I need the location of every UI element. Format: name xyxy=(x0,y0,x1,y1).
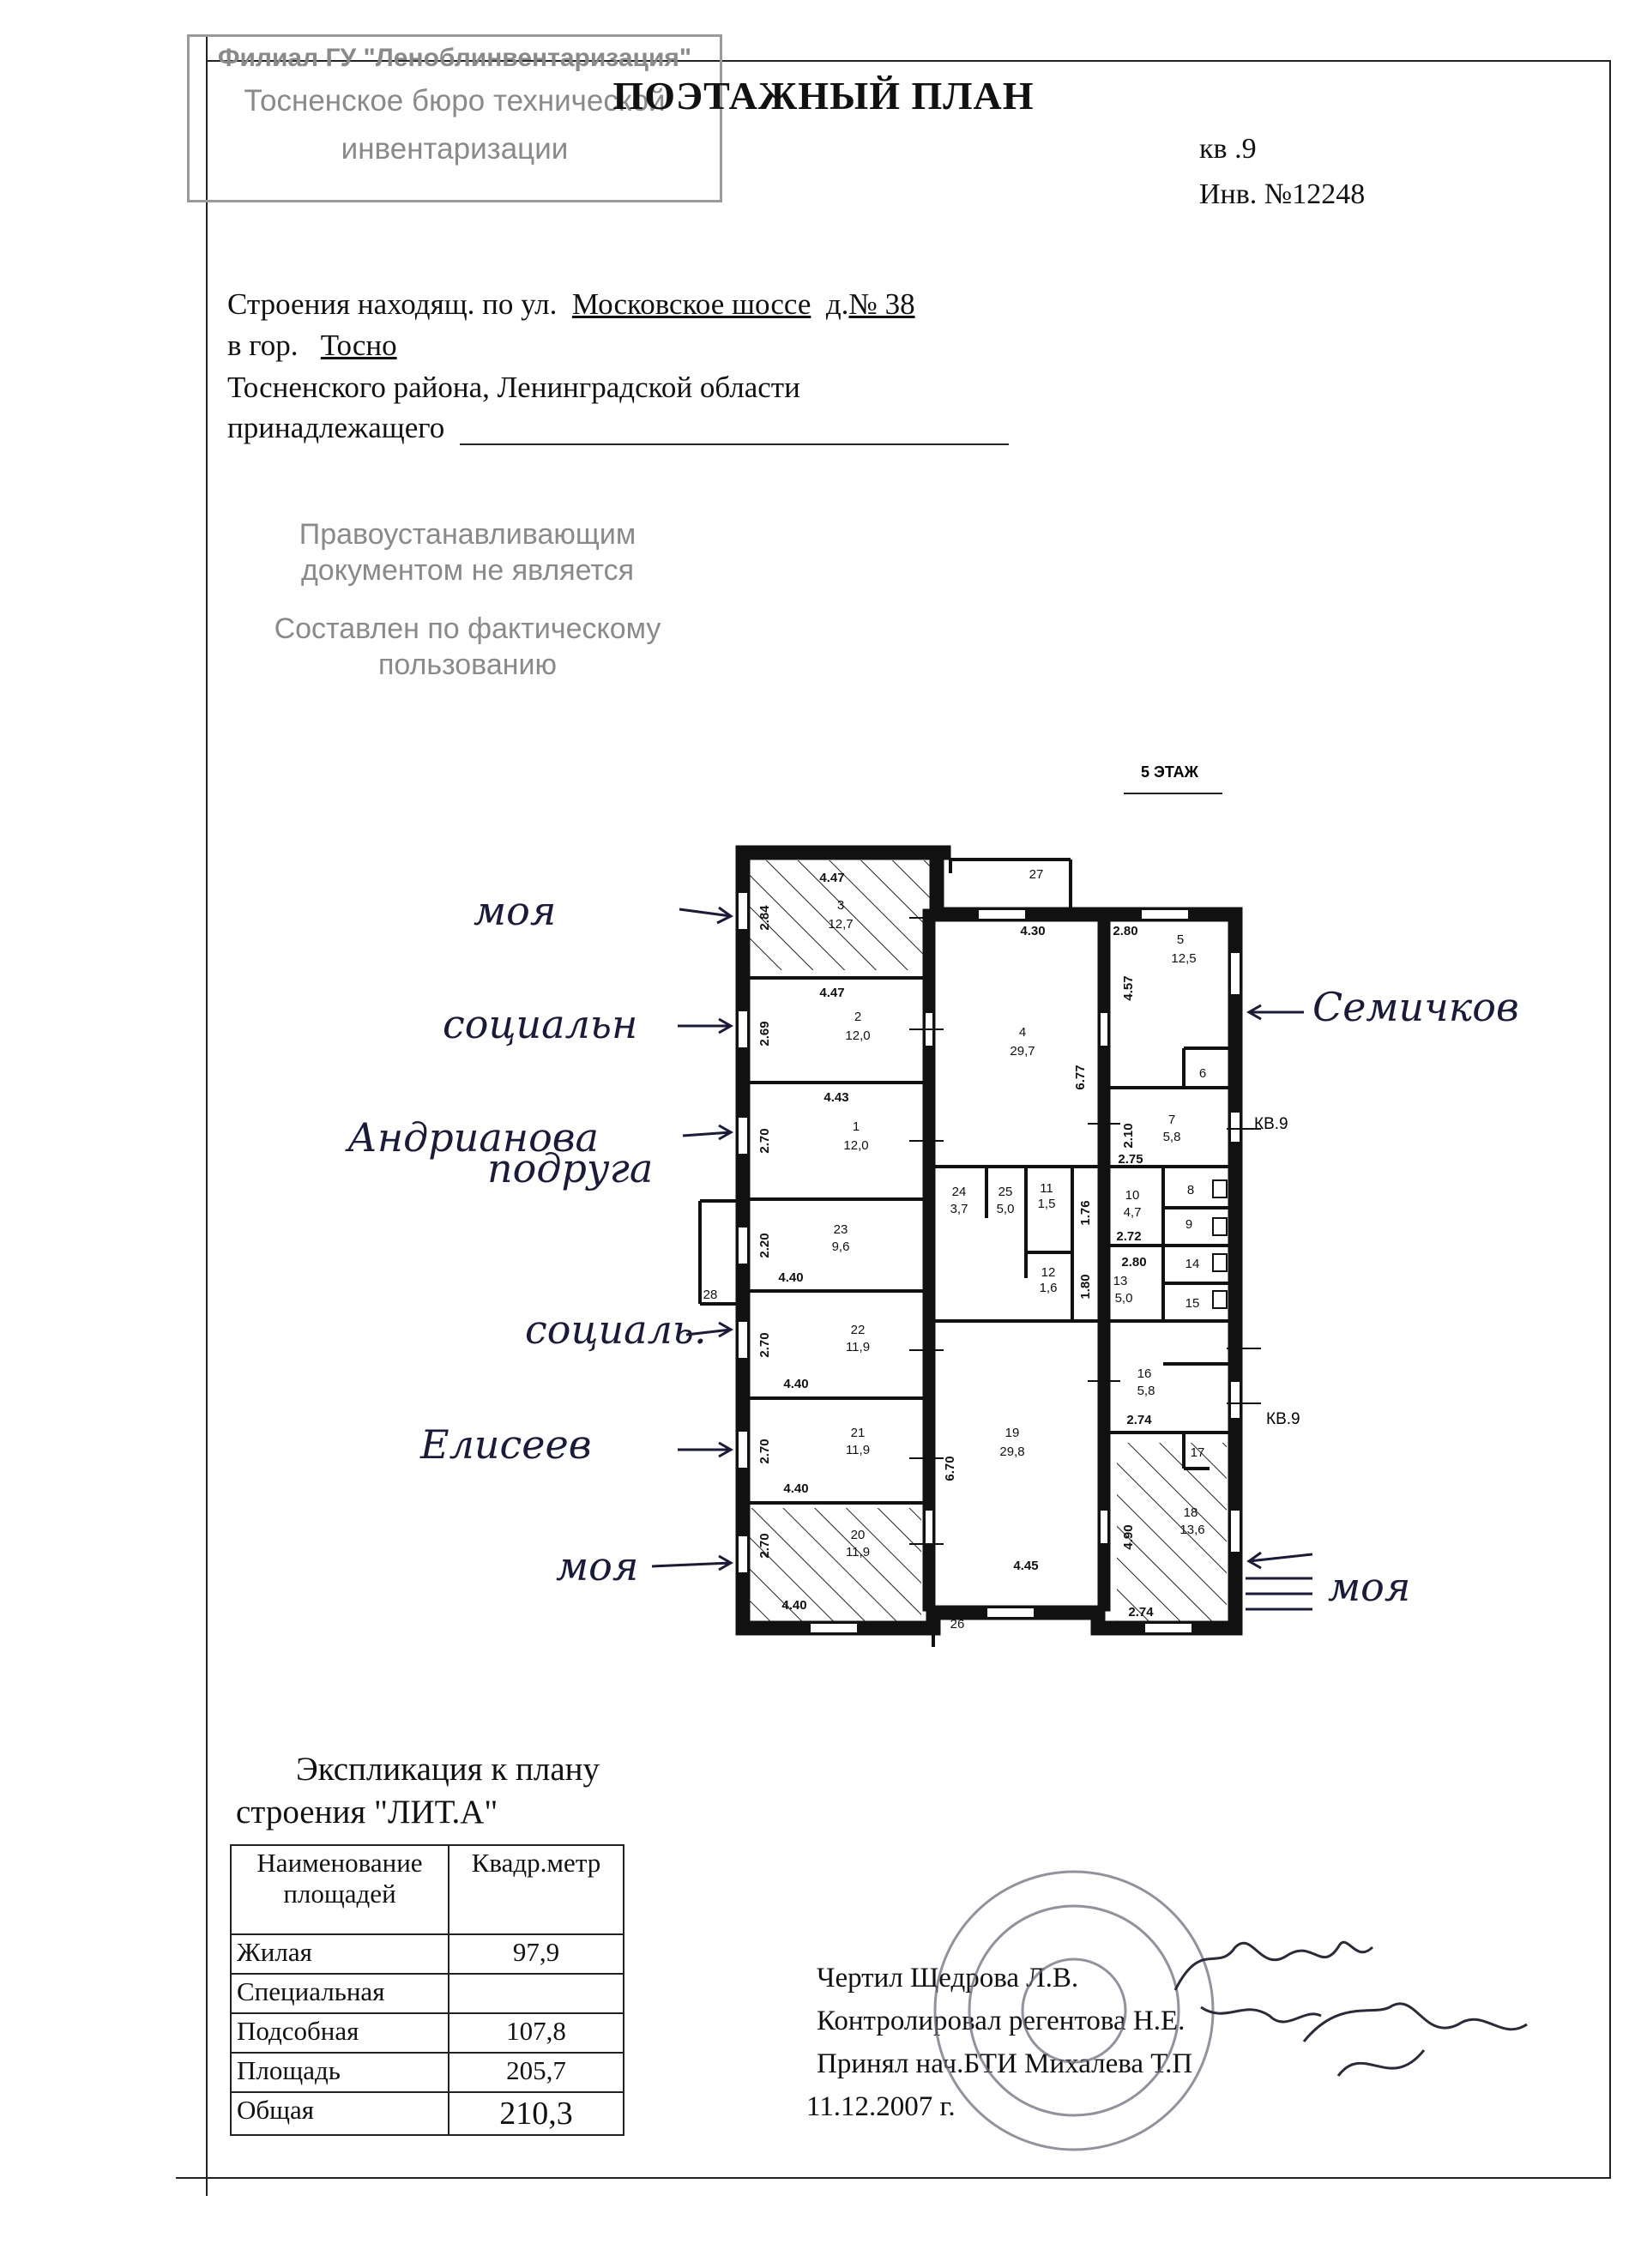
room-20-h: 2.70 xyxy=(757,1533,772,1559)
room-10-h: 1.76 xyxy=(1078,1200,1093,1226)
explication-title-2: строения "ЛИТ.А" xyxy=(236,1794,498,1831)
header-value: Квадр.метр xyxy=(449,1845,624,1934)
row-name: Общая xyxy=(231,2092,449,2135)
kv9-label-2: КВ.9 xyxy=(1266,1410,1300,1428)
room-5-no: 5 xyxy=(1176,932,1185,947)
room-13-no: 13 xyxy=(1113,1274,1128,1288)
house-number: № 38 xyxy=(848,287,915,321)
room-3-h: 2.84 xyxy=(757,905,772,931)
room-7-no: 7 xyxy=(1167,1113,1176,1127)
room-2-h: 2.69 xyxy=(757,1021,772,1047)
sign-checked: Контролировал регентова Н.Е. xyxy=(817,2006,1185,2036)
floor-label: 5 ЭТАЖ xyxy=(1141,763,1198,781)
room-18-area: 13,6 xyxy=(1179,1523,1205,1537)
room-4-no: 4 xyxy=(1018,1025,1027,1040)
row-value: 205,7 xyxy=(449,2053,624,2092)
note-eliseev: Елисеев xyxy=(420,1421,592,1468)
room-19-area: 29,8 xyxy=(999,1445,1025,1459)
page-title: ПОЭТАЖНЫЙ ПЛАН xyxy=(612,74,1035,118)
row-name: Жилая xyxy=(231,1934,449,1974)
note-social-2: социаль. xyxy=(525,1306,707,1353)
room-3-area: 12,7 xyxy=(828,917,854,932)
room-13-area: 5,0 xyxy=(1114,1291,1133,1306)
room-19-no: 19 xyxy=(1004,1426,1020,1440)
row-name: Специальная xyxy=(231,1974,449,2013)
row-value: 97,9 xyxy=(449,1934,624,1974)
room-16-no: 16 xyxy=(1137,1366,1152,1381)
label-17: 17 xyxy=(1190,1445,1205,1460)
sign-date: 11.12.2007 г. xyxy=(806,2091,956,2122)
room-5-area: 12,5 xyxy=(1171,951,1197,966)
room-23-no: 23 xyxy=(833,1222,848,1237)
room-7-w: 2.75 xyxy=(1118,1152,1143,1167)
sign-accepted: Принял нач.БТИ Михалева Т.П xyxy=(817,2048,1193,2079)
notice-line4: пользованию xyxy=(377,648,558,681)
room-16-area: 5,8 xyxy=(1137,1384,1155,1398)
room-3-w: 4.47 xyxy=(819,871,845,885)
room-23-h: 2.20 xyxy=(757,1233,772,1258)
row-value: 107,8 xyxy=(449,2013,624,2053)
room-22-h: 2.70 xyxy=(757,1332,772,1358)
kv9-label-1: КВ.9 xyxy=(1254,1115,1288,1133)
room-1-w: 4.43 xyxy=(824,1090,849,1105)
note-moya-3: моя xyxy=(1328,1564,1411,1610)
room-7-area: 5,8 xyxy=(1162,1130,1181,1144)
room-24-no: 24 xyxy=(951,1185,967,1199)
label-15: 15 xyxy=(1185,1296,1200,1311)
room-19-h: 6.70 xyxy=(943,1456,957,1481)
row-name: Площадь xyxy=(231,2053,449,2092)
note-social-1: социальн xyxy=(443,1001,638,1047)
street-name: Московское шоссе xyxy=(571,287,811,321)
room-18-no: 18 xyxy=(1183,1505,1198,1520)
row-value: 210,3 xyxy=(449,2092,624,2135)
room-13-w: 2.80 xyxy=(1121,1255,1147,1270)
room-13-h: 1.80 xyxy=(1078,1274,1093,1300)
room-1-h: 2.70 xyxy=(757,1128,772,1154)
notice-line1: Правоустанавливающим xyxy=(299,518,636,551)
seal-outer-ring xyxy=(935,1872,1213,2150)
room-22-area: 11,9 xyxy=(845,1340,871,1354)
signature-accepted xyxy=(1304,2004,1527,2076)
label-28: 28 xyxy=(703,1288,718,1302)
apartment-number: кв .9 xyxy=(1199,133,1257,165)
room-10-area: 4,7 xyxy=(1123,1205,1142,1220)
room-22-no: 22 xyxy=(850,1323,866,1337)
room-4-area: 29,7 xyxy=(1010,1044,1035,1059)
city-name: Тосно xyxy=(320,329,397,362)
room-3-no: 3 xyxy=(836,898,845,913)
label-6: 6 xyxy=(1198,1066,1207,1081)
room-25-no: 25 xyxy=(998,1185,1013,1199)
room-19-w: 4.45 xyxy=(1013,1559,1039,1573)
city-prefix: в гор. xyxy=(227,329,299,362)
room-7-h: 2.10 xyxy=(1121,1123,1136,1149)
sign-drew: Чертил Щедрова Л.В. xyxy=(817,1963,1079,1994)
room-5-w: 2.80 xyxy=(1113,924,1138,938)
inventory-number: Инв. №12248 xyxy=(1199,178,1366,210)
room-5-h: 4.57 xyxy=(1121,975,1136,1001)
room-21-area: 11,9 xyxy=(845,1443,871,1457)
label-26: 26 xyxy=(950,1617,965,1632)
room-11-no: 11 xyxy=(1040,1181,1053,1196)
room-2-w: 4.47 xyxy=(819,986,845,1000)
room-21-no: 21 xyxy=(850,1426,866,1440)
room-11-area: 1,5 xyxy=(1037,1197,1056,1211)
room-21-h: 2.70 xyxy=(757,1439,772,1464)
address-prefix: Строения находящ. по ул. xyxy=(227,287,558,321)
room-25-area: 5,0 xyxy=(996,1202,1015,1216)
room-4-h: 6.77 xyxy=(1073,1065,1088,1090)
row-name: Подсобная xyxy=(231,2013,449,2053)
bti-stamp-line1: Филиал ГУ "Леноблинвентаризация" xyxy=(217,44,692,72)
seal-center-ring xyxy=(1023,1959,1125,2062)
room-21-w: 4.40 xyxy=(783,1481,809,1496)
room-20-w: 4.40 xyxy=(781,1598,807,1613)
room-23-w: 4.40 xyxy=(778,1270,804,1285)
room-4-w: 4.30 xyxy=(1020,924,1046,938)
room-22-w: 4.40 xyxy=(783,1377,809,1391)
room-12-area: 1,6 xyxy=(1039,1281,1058,1295)
note-moya-1: моя xyxy=(474,888,557,934)
room-24-area: 3,7 xyxy=(950,1202,968,1216)
house-prefix: д. xyxy=(825,287,849,321)
room-20-no: 20 xyxy=(850,1528,866,1542)
room-16-w: 2.74 xyxy=(1126,1413,1152,1427)
note-moya-2: моя xyxy=(556,1543,639,1589)
label-8: 8 xyxy=(1186,1183,1195,1197)
room-20-area: 11,9 xyxy=(845,1545,871,1559)
note-andrianova: Андрианова xyxy=(347,1114,599,1161)
room-1-area: 12,0 xyxy=(843,1138,869,1153)
header-name: Наименование площадей xyxy=(231,1845,449,1934)
notice-line3: Составлен по фактическому xyxy=(274,612,661,645)
room-12-no: 12 xyxy=(1041,1265,1056,1280)
label-14: 14 xyxy=(1185,1257,1200,1271)
note-semichkov: Семичков xyxy=(1312,984,1519,1030)
room-18-w: 2.74 xyxy=(1128,1605,1154,1620)
room-10-no: 10 xyxy=(1125,1188,1140,1203)
room-1-no: 1 xyxy=(852,1119,860,1134)
seal-inner-ring xyxy=(969,1906,1179,2115)
bti-stamp-line3: инвентаризации xyxy=(341,132,569,166)
explication-title-1: Экспликация к плану xyxy=(296,1751,600,1788)
owner-label: принадлежащего xyxy=(227,411,445,444)
room-2-area: 12,0 xyxy=(845,1028,871,1043)
signature-checked xyxy=(1201,2007,1321,2022)
notice-line2: документом не является xyxy=(300,554,635,587)
label-9: 9 xyxy=(1185,1217,1193,1232)
bti-stamp-line2: Тосненское бюро технической xyxy=(244,84,666,118)
room-2-no: 2 xyxy=(854,1010,862,1024)
room-23-area: 9,6 xyxy=(831,1240,850,1254)
room-18-h: 4.90 xyxy=(1121,1524,1136,1550)
label-27: 27 xyxy=(1029,867,1044,882)
room-10-w: 2.72 xyxy=(1116,1229,1142,1244)
note-podruga: подруга xyxy=(487,1145,654,1191)
address-line-3: Тосненского района, Ленинградской области xyxy=(227,371,800,404)
